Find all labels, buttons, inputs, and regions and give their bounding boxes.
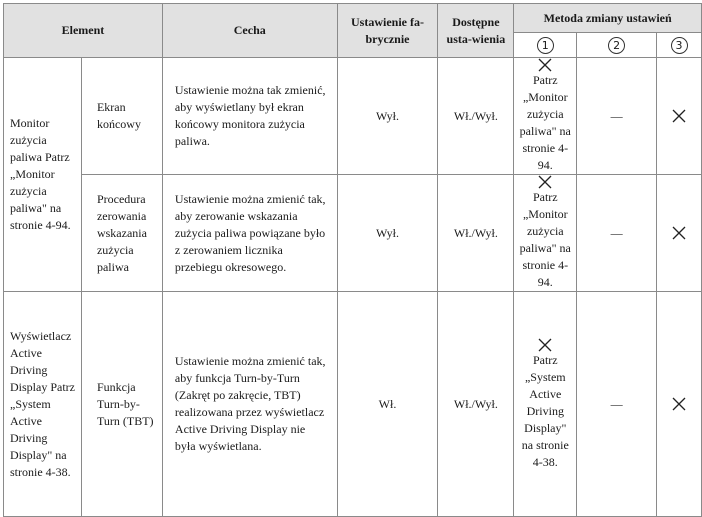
header-method-1: [514, 33, 577, 58]
table-row: [4, 58, 702, 175]
dash-mark: —: [610, 225, 623, 240]
method-3-cell: [657, 58, 702, 175]
method-1-badge: 1: [537, 37, 554, 54]
table-row: [4, 175, 702, 292]
factory-cell: Wył.: [337, 58, 438, 175]
sub-element-cell: Funkcja Turn-by-Turn (TBT): [81, 292, 162, 517]
settings-table-container: [3, 3, 702, 517]
cross-icon: [538, 338, 552, 352]
dash-mark: —: [610, 108, 623, 123]
header-available: Dostępne usta-wienia: [438, 4, 514, 58]
feature-cell: Ustawienie można zmienić tak, aby zerowanie wskazania zużycia paliwa powiązane było z zerowaniem licznika przebiegu okresowego.: [162, 175, 337, 292]
cross-icon: [672, 397, 686, 411]
cross-icon: [672, 226, 686, 240]
available-cell: Wł./Wył.: [438, 58, 514, 175]
factory-cell: Wył.: [337, 175, 438, 292]
header-method-3: [657, 33, 702, 58]
table-row: [4, 292, 702, 517]
header-method-2: [577, 33, 657, 58]
method-3-cell: [657, 292, 702, 517]
settings-table: [3, 3, 702, 517]
method-1-cell: [514, 58, 577, 175]
element-cell: Wyświetlacz Active Driving Display Patrz „System Active Driving Display" na stronie 4-38.: [4, 292, 82, 517]
factory-cell: Wł.: [337, 292, 438, 517]
feature-cell: Ustawienie można zmienić tak, aby funkcja Turn-by-Turn (Zakręt po zakręcie, TBT) realizowana przez wyświetlacz Active Driving Display nie była wyświetlana.: [162, 292, 337, 517]
header-method: Metoda zmiany ustawień: [514, 4, 702, 33]
header-element: Element: [4, 4, 163, 58]
method-1-reference: Patrz „Monitor zużycia paliwa" na stronie 4-94.: [519, 190, 571, 289]
sub-element-cell: Ekran końcowy: [81, 58, 162, 175]
method-2-cell: [577, 58, 657, 175]
method-2-cell: [577, 175, 657, 292]
sub-element-cell: Procedura zerowania wskazania zużycia paliwa: [81, 175, 162, 292]
method-2-badge: 2: [608, 37, 625, 54]
method-3-badge: 3: [671, 37, 688, 54]
method-1-reference: Patrz „System Active Driving Display" na stronie 4-38.: [521, 352, 569, 469]
method-3-cell: [657, 175, 702, 292]
cross-icon: [538, 175, 552, 189]
element-cell: Monitor zużycia paliwa Patrz „Monitor zużycia paliwa" na stronie 4-94.: [4, 58, 82, 292]
available-cell: Wł./Wył.: [438, 175, 514, 292]
header-factory: Ustawienie fa-brycznie: [337, 4, 438, 58]
method-1-cell: [514, 175, 577, 292]
header-feature: Cecha: [162, 4, 337, 58]
method-1-reference: Patrz „Monitor zużycia paliwa" na stronie 4-94.: [519, 73, 571, 172]
cross-icon: [538, 58, 552, 72]
method-2-cell: [577, 292, 657, 517]
dash-mark: —: [610, 396, 623, 411]
available-cell: Wł./Wył.: [438, 292, 514, 517]
method-1-cell: [514, 292, 577, 517]
feature-cell: Ustawienie można tak zmienić, aby wyświetlany był ekran końcowy monitora zużycia paliwa.: [162, 58, 337, 175]
cross-icon: [672, 109, 686, 123]
